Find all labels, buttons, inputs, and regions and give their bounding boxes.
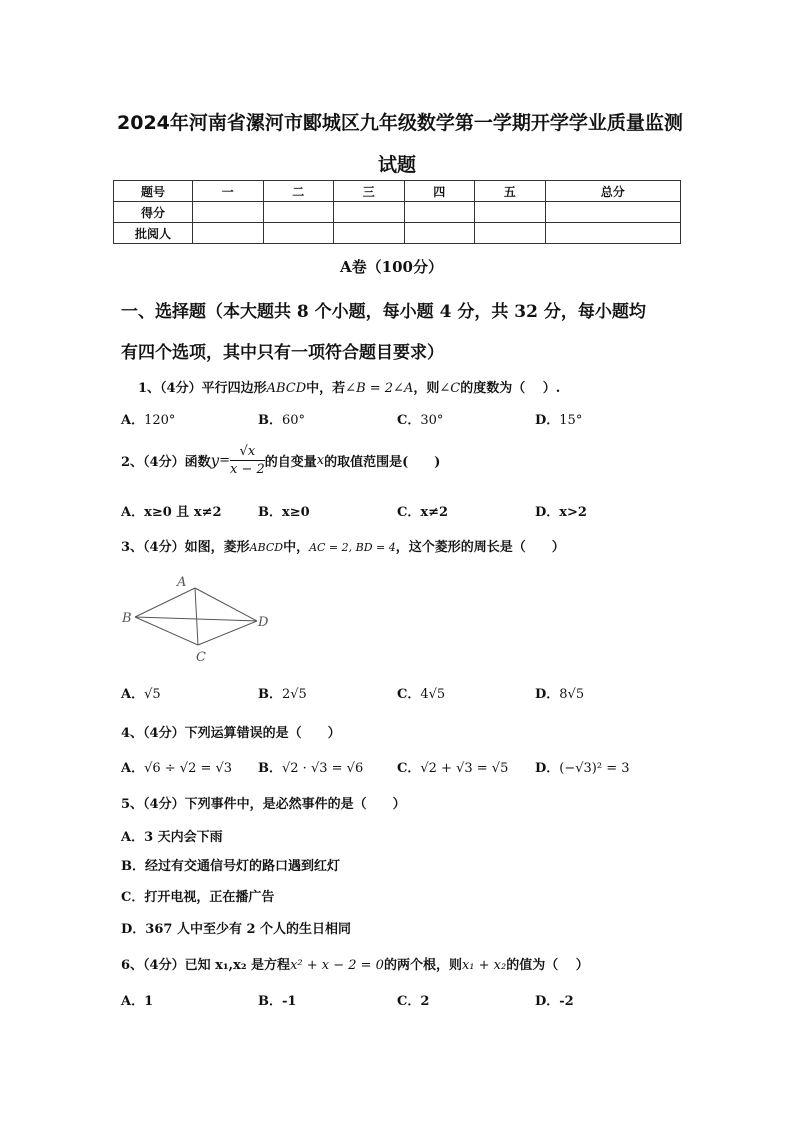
q3-mid: 中， <box>283 540 310 555</box>
option-letter: C． <box>397 761 421 776</box>
q6-equation: x² + x − 2 = 0 <box>290 958 384 973</box>
option-value: x>2 <box>559 505 587 520</box>
q6-end: 的值为（ ） <box>506 958 589 973</box>
table-cell: 题号 <box>114 181 193 202</box>
q2-end: 的自变量 <box>264 455 317 470</box>
q2-option-b[interactable] <box>258 501 310 520</box>
option-letter: B． <box>258 413 282 428</box>
q3-option-a[interactable] <box>121 683 161 702</box>
option-letter: D． <box>121 922 146 937</box>
score-table-header-row <box>114 181 681 202</box>
table-cell: 批阅人 <box>114 223 193 244</box>
table-cell[interactable] <box>404 223 475 244</box>
q4-option-d[interactable] <box>535 757 630 776</box>
option-letter: B． <box>258 505 282 520</box>
q6-expression: x₁ + x₂ <box>461 958 507 973</box>
option-letter: C． <box>121 890 145 905</box>
option-value: √2 · √3 = √6 <box>282 761 364 776</box>
option-letter: D． <box>535 687 560 702</box>
option-value: 60° <box>282 413 306 428</box>
option-letter: A． <box>121 505 145 520</box>
q1-mid: 中，若 <box>306 381 346 396</box>
table-cell: 一 <box>193 181 264 202</box>
option-letter: B． <box>258 761 282 776</box>
question-1 <box>138 377 560 396</box>
q2-y: y <box>210 451 220 470</box>
title-line-1: 2024年河南省漯河市郾城区九年级数学第一学期开学学业质量监测 <box>117 112 683 134</box>
q6-pre: 6、（4分）已知 x₁,x₂ 是方程 <box>121 958 291 973</box>
table-cell[interactable] <box>404 202 475 223</box>
q6-option-a[interactable] <box>121 990 153 1009</box>
q2-option-d[interactable] <box>535 501 587 520</box>
option-letter: D． <box>535 994 560 1009</box>
option-value: x≥0 且 x≠2 <box>144 505 222 520</box>
option-letter: B． <box>121 859 145 874</box>
question-3 <box>121 536 565 555</box>
q2-denominator: x − 2 <box>229 462 265 477</box>
option-letter: C． <box>397 505 421 520</box>
option-letter: A． <box>121 413 145 428</box>
q1-option-d[interactable] <box>535 409 582 428</box>
q3-option-c[interactable] <box>397 683 445 702</box>
option-value: 120° <box>144 413 176 428</box>
table-cell[interactable] <box>334 202 405 223</box>
table-cell[interactable] <box>193 223 264 244</box>
rhombus-figure <box>115 572 280 667</box>
q3-condition: AC = 2, BD = 4 <box>309 541 396 554</box>
q2-pre: 2、（4分）函数 <box>121 455 211 470</box>
q3-name: ABCD <box>249 541 284 554</box>
q5-option-b[interactable] <box>121 855 340 874</box>
option-value: √6 ÷ √2 = √3 <box>144 761 233 776</box>
option-letter: D． <box>535 761 560 776</box>
q2-end2: 的取值范围是( ) <box>324 455 441 470</box>
table-cell[interactable] <box>475 223 546 244</box>
q6-mid: 的两个根，则 <box>383 958 462 973</box>
table-cell[interactable] <box>334 223 405 244</box>
table-cell[interactable] <box>193 202 264 223</box>
option-value: 4√5 <box>420 687 446 702</box>
option-value: 2 <box>420 994 430 1009</box>
edge-ab <box>135 588 195 617</box>
diagonal-ac <box>195 588 198 645</box>
question-2 <box>121 444 440 477</box>
option-value: 8√5 <box>559 687 585 702</box>
q6-option-c[interactable] <box>397 990 429 1009</box>
q5-option-a[interactable] <box>121 826 223 845</box>
option-letter: C． <box>397 994 421 1009</box>
option-value: 1 <box>144 994 154 1009</box>
q2-var: x <box>316 453 325 468</box>
q1-end: 的度数为（ ）. <box>460 381 561 396</box>
table-cell: 五 <box>475 181 546 202</box>
option-value: x≥0 <box>282 505 310 520</box>
question-6 <box>121 954 589 973</box>
table-cell[interactable] <box>545 223 681 244</box>
title-line-2: 试题 <box>378 154 417 176</box>
label-d: D <box>258 615 269 630</box>
label-c: C <box>196 650 206 665</box>
q4-option-c[interactable] <box>397 757 508 776</box>
score-table-row <box>114 202 681 223</box>
q3-option-b[interactable] <box>258 683 307 702</box>
option-letter: A． <box>121 994 145 1009</box>
q5-option-c[interactable] <box>121 886 274 905</box>
q2-option-a[interactable] <box>121 501 222 520</box>
option-value: -2 <box>559 994 574 1009</box>
option-letter: B． <box>258 994 282 1009</box>
q4-option-b[interactable] <box>258 757 363 776</box>
q4-option-a[interactable] <box>121 757 232 776</box>
option-letter: A． <box>121 687 145 702</box>
q3-pre: 3、（4分）如图，菱形 <box>121 540 250 555</box>
q1-option-a[interactable] <box>121 409 175 428</box>
edge-cb <box>135 617 198 645</box>
option-letter: C． <box>397 687 421 702</box>
q2-option-c[interactable] <box>397 501 448 520</box>
option-value: 367 人中至少有 2 个人的生日相同 <box>145 922 352 937</box>
table-cell: 二 <box>263 181 334 202</box>
option-value: -1 <box>282 994 297 1009</box>
edge-ad <box>195 588 257 621</box>
question-4: 4、（4分）下列运算错误的是（ ） <box>121 726 341 741</box>
q1-mid2: ，则 <box>413 381 440 396</box>
option-value: 15° <box>559 413 583 428</box>
q3-option-d[interactable] <box>535 683 584 702</box>
label-b: B <box>122 611 132 626</box>
score-table-row <box>114 223 681 244</box>
table-cell: 四 <box>404 181 475 202</box>
q2-fraction <box>230 444 265 477</box>
section-heading-line-1: 一、选择题（本大题共 8 个小题，每小题 4 分，共 32 分，每小题均 <box>121 302 646 322</box>
q1-option-b[interactable] <box>258 409 305 428</box>
q3-end: ，这个菱形的周长是（ ） <box>395 540 565 555</box>
option-value: 打开电视，正在播广告 <box>144 890 275 905</box>
table-cell[interactable] <box>263 202 334 223</box>
option-letter: C． <box>397 413 421 428</box>
diagonal-bd <box>135 617 257 621</box>
table-cell: 三 <box>334 181 405 202</box>
q1-condition: ∠B = 2∠A <box>345 381 414 396</box>
option-value: 2√5 <box>282 687 307 702</box>
section-heading-line-2: 有四个选项，其中只有一项符合题目要求） <box>121 343 444 363</box>
table-cell[interactable] <box>475 202 546 223</box>
table-cell: 总分 <box>545 181 681 202</box>
table-cell: 得分 <box>114 202 193 223</box>
option-value: √2 + √3 = √5 <box>420 761 509 776</box>
option-value: 经过有交通信号灯的路口遇到红灯 <box>145 859 341 874</box>
table-cell[interactable] <box>263 223 334 244</box>
option-letter: A． <box>121 761 145 776</box>
q1-option-c[interactable] <box>397 409 443 428</box>
q1-angle: ∠C <box>439 381 461 396</box>
edge-dc <box>198 621 257 645</box>
question-5: 5、（4分）下列事件中，是必然事件的是（ ） <box>121 797 406 812</box>
option-letter: D． <box>535 505 560 520</box>
q6-option-b[interactable] <box>258 990 296 1009</box>
option-value: x≠2 <box>420 505 449 520</box>
option-letter: D． <box>535 413 560 428</box>
q2-numerator: √x <box>230 444 265 461</box>
q6-option-d[interactable] <box>535 990 574 1009</box>
q1-text: 1、（4分）平行四边形 <box>138 381 267 396</box>
option-value: 3 天内会下雨 <box>144 830 223 845</box>
option-letter: A． <box>121 830 145 845</box>
option-letter: B． <box>258 687 282 702</box>
option-value: (−√3)² = 3 <box>559 761 630 776</box>
label-a: A <box>177 575 187 590</box>
option-value: 30° <box>420 413 444 428</box>
option-value: √5 <box>144 687 161 702</box>
score-table <box>113 180 681 244</box>
volume-heading: A卷（100分） <box>340 258 443 276</box>
table-cell[interactable] <box>545 202 681 223</box>
q2-eq: = <box>219 453 230 468</box>
q1-name: ABCD <box>266 381 307 396</box>
q5-option-d[interactable] <box>121 918 351 937</box>
